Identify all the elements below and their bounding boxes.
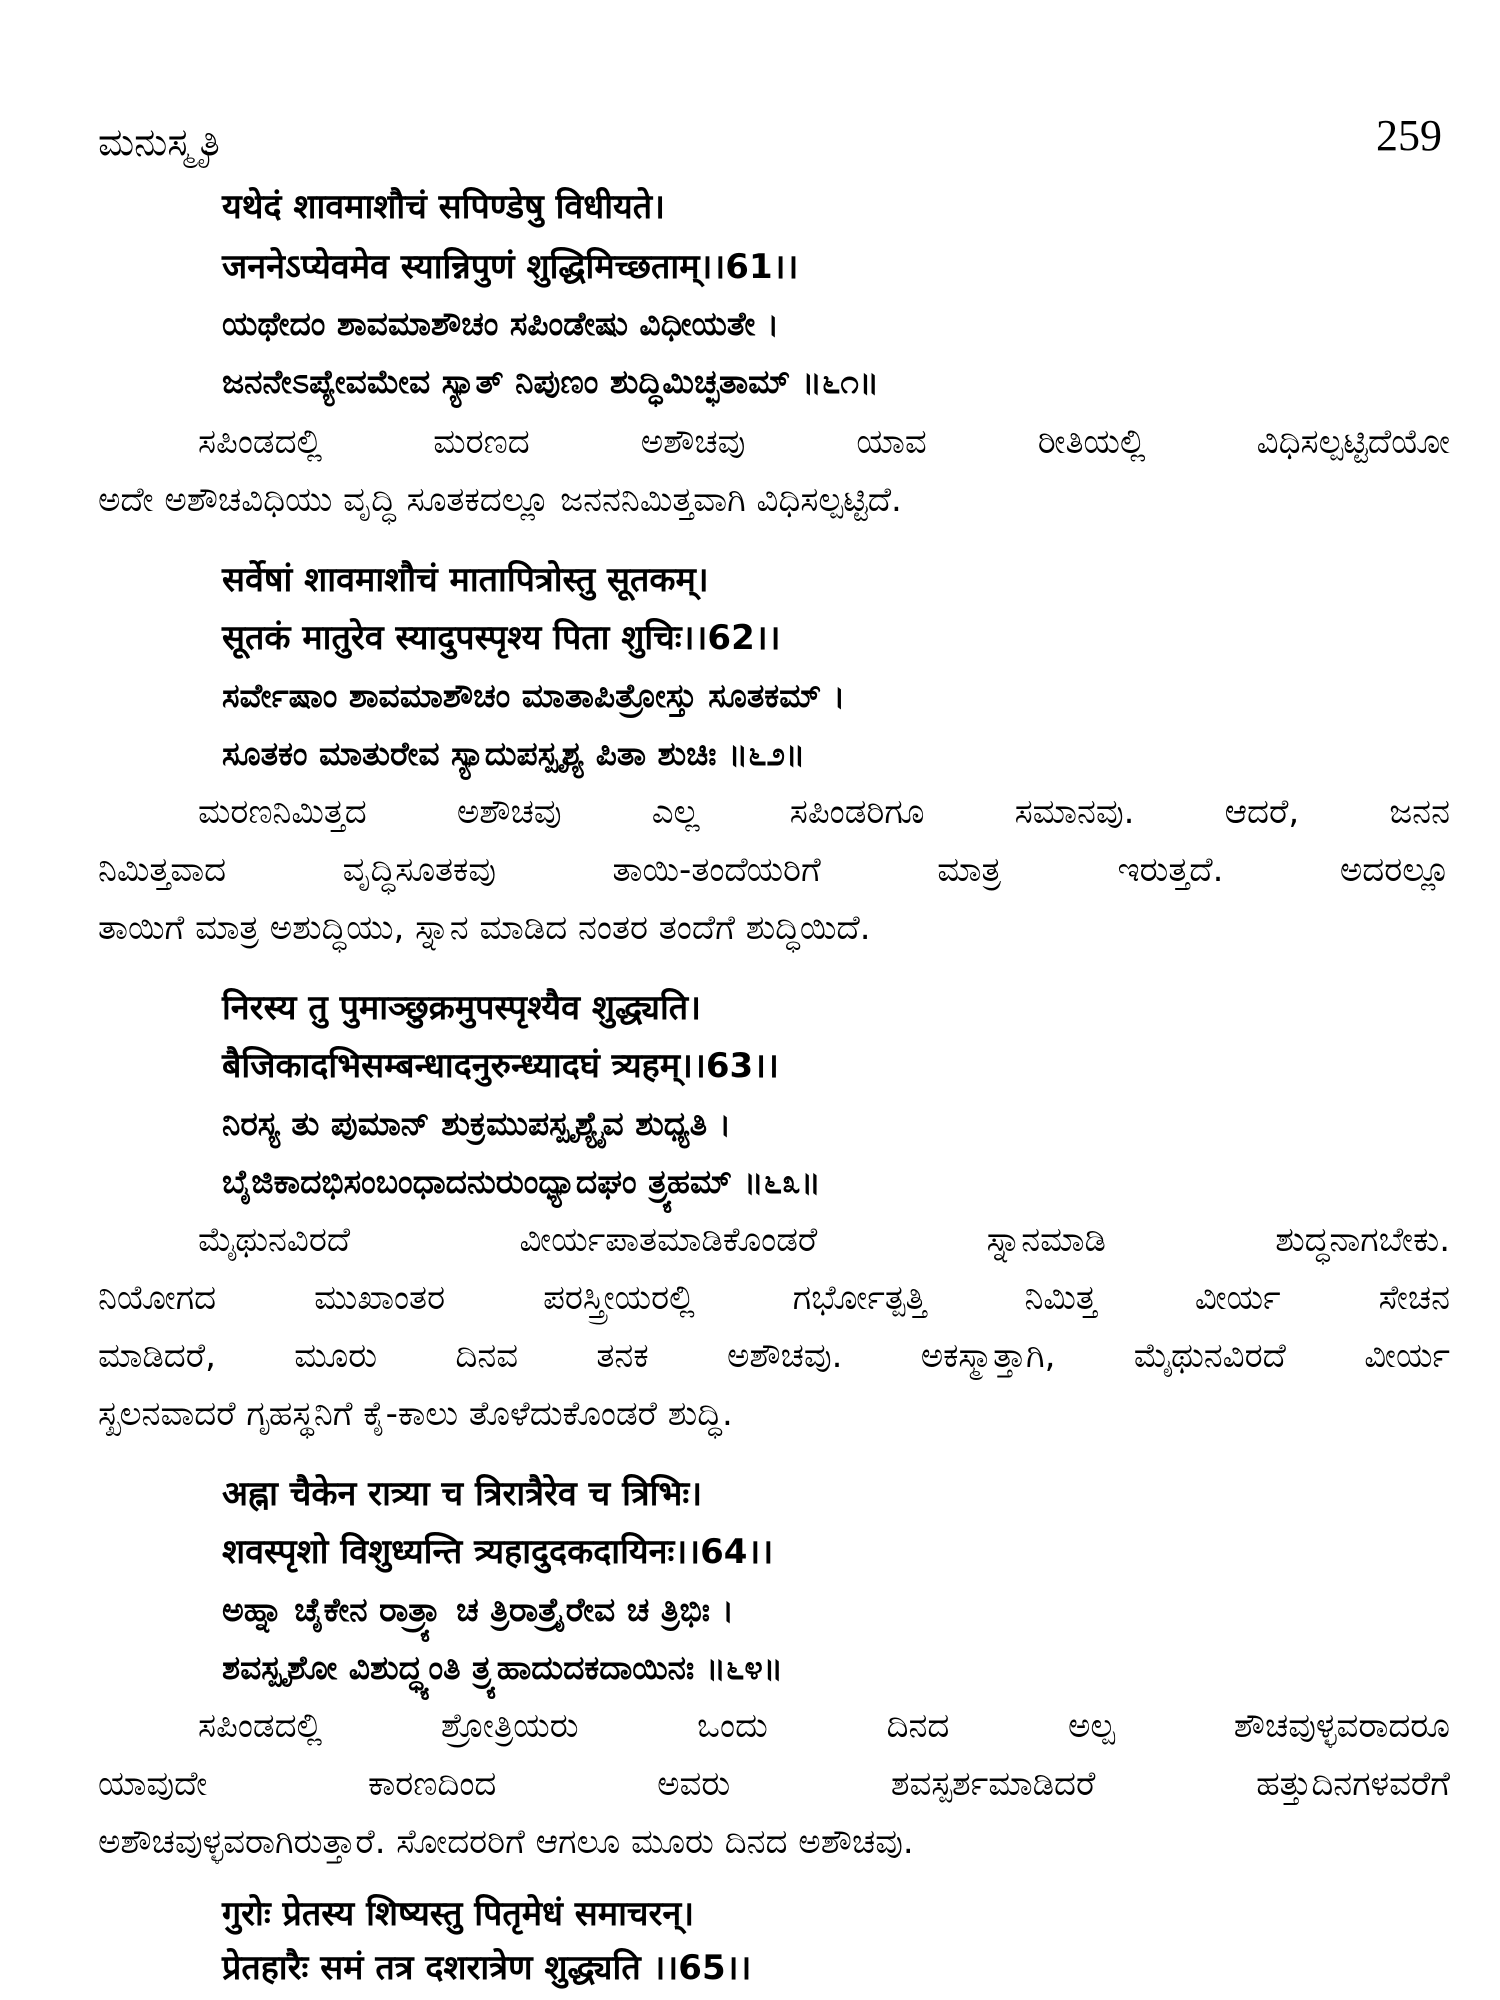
kannada-verse-line: ನಿರಸ್ಯ ತು ಪುಮಾನ್ ಶುಕ್ರಮುಪಸ್ಪೃಶ್ಯೈವ ಶುಧ್ಯತಿ ।	[222, 1104, 732, 1143]
commentary-line: ಸ್ಖಲನವಾದರೆ ಗೃಹಸ್ಥನಿಗೆ ಕೈ-ಕಾಲು ತೊಳೆದುಕೊಂಡರೆ ಶುದ್ಧಿ.	[98, 1394, 733, 1434]
sanskrit-verse-line: निरस्य तु पुमाञ्छुक्रमुपस्पृश्यैव शुद्ध्यति।	[222, 988, 702, 1028]
commentary-line: ಅದೇ ಅಶೌಚವಿಧಿಯು ವೃದ್ಧಿ ಸೂತಕದಲ್ಲೂ ಜನನನಿಮಿತ್ತವಾಗಿ ವಿಧಿಸಲ್ಪಟ್ಟಿದೆ.	[98, 480, 902, 520]
kannada-verse-line: ಸರ್ವೇಷಾಂ ಶಾವಮಾಶೌಚಂ ಮಾತಾಪಿತ್ರೋಸ್ತು ಸೂತಕಮ್ ।	[222, 676, 846, 715]
commentary-line: ಅಶೌಚವುಳ್ಳವರಾಗಿರುತ್ತಾರೆ. ಸೋದರರಿಗೆ ಆಗಲೂ ಮೂರು ದಿನದ ಅಶೌಚವು.	[98, 1822, 914, 1862]
commentary-line: ಸಪಿಂಡದಲ್ಲಿ ಶ್ರೋತ್ರಿಯರು ಒಂದು ದಿನದ ಅಲ್ಪ ಶೌಚವುಳ್ಳವರಾದರೂ	[198, 1706, 1450, 1746]
sanskrit-verse-line: शवस्पृशो विशुध्यन्ति त्र्यहादुदकदायिनः।।64।।	[222, 1532, 774, 1572]
commentary-line: ಸಪಿಂಡದಲ್ಲಿ ಮರಣದ ಅಶೌಚವು ಯಾವ ರೀತಿಯಲ್ಲಿ ವಿಧಿಸಲ್ಪಟ್ಟಿದೆಯೋ	[198, 422, 1450, 462]
sanskrit-verse-line: बैजिकादभिसम्बन्धादनुरुन्ध्यादघं त्र्यहम्।।63।।	[222, 1046, 779, 1086]
running-title: ಮನುಸ್ಮೃತಿ	[98, 120, 220, 164]
sanskrit-verse-line: सर्वेषां शावमाशौचं मातापित्रोस्तु सूतकम्।	[222, 560, 709, 600]
kannada-verse-line: ಬೈಜಿಕಾದಭಿಸಂಬಂಧಾದನುರುಂಧ್ಯಾದಘಂ ತ್ರ್ಯಹಮ್ ॥೬೩॥	[222, 1162, 821, 1201]
sanskrit-verse-line: सूतकं मातुरेव स्यादुपस्पृश्य पिता शुचिः।।62।।	[222, 618, 781, 658]
sanskrit-verse-line: यथेदं शावमाशौचं सपिण्डेषु विधीयते।	[222, 187, 665, 227]
commentary-line: ಮೈಥುನವಿರದೆ ವೀರ್ಯಪಾತಮಾಡಿಕೊಂಡರೆ ಸ್ನಾನಮಾಡಿ ಶುದ್ಧನಾಗಬೇಕು.	[198, 1220, 1450, 1260]
commentary-line: ತಾಯಿಗೆ ಮಾತ್ರ ಅಶುದ್ಧಿಯು, ಸ್ನಾನ ಮಾಡಿದ ನಂತರ ತಂದೆಗೆ ಶುದ್ಧಿಯಿದೆ.	[98, 908, 871, 948]
kannada-verse-line: ಶವಸ್ಪೃಶೋ ವಿಶುದ್ಧ್ಯಂತಿ ತ್ರ್ಯಹಾದುದಕದಾಯಿನಃ ॥೬೪॥	[222, 1648, 783, 1687]
commentary-line: ನಿಮಿತ್ತವಾದ ವೃದ್ಧಿಸೂತಕವು ತಾಯಿ-ತಂದೆಯರಿಗೆ ಮಾತ್ರ ಇರುತ್ತದೆ. ಅದರಲ್ಲೂ	[98, 850, 1450, 890]
kannada-verse-line: ಅಹ್ನಾ ಚೈಕೇನ ರಾತ್ರ್ಯಾ ಚ ತ್ರಿರಾತ್ರೈರೇವ ಚ ತ್ರಿಭಿಃ ।	[222, 1590, 735, 1629]
commentary-line: ನಿಯೋಗದ ಮುಖಾಂತರ ಪರಸ್ತ್ರೀಯರಲ್ಲಿ ಗರ್ಭೋತ್ಪತ್ತಿ ನಿಮಿತ್ತ ವೀರ್ಯ ಸೇಚನ	[98, 1278, 1450, 1318]
page-number: 259	[1376, 111, 1442, 160]
sanskrit-verse-line: प्रेतहारैः समं तत्र दशरात्रेण शुद्ध्यति ।।65।।	[222, 1948, 752, 1988]
sanskrit-verse-line: जननेऽप्येवमेव स्यान्निपुणं शुद्धिमिच्छताम्।।61।।	[222, 247, 799, 287]
sanskrit-verse-line: गुरोः प्रेतस्य शिष्यस्तु पितृमेधं समाचरन्।	[222, 1894, 695, 1934]
commentary-line: ಮರಣನಿಮಿತ್ತದ ಅಶೌಚವು ಎಲ್ಲ ಸಪಿಂಡರಿಗೂ ಸಮಾನವು. ಆದರೆ, ಜನನ	[198, 792, 1450, 832]
sanskrit-verse-line: अह्ना चैकेन रात्र्या च त्रिरात्रैरेव च त्रिभिः।	[222, 1474, 703, 1514]
kannada-verse-line: ಯಥೇದಂ ಶಾವಮಾಶೌಚಂ ಸಪಿಂಡೇಷು ವಿಧೀಯತೇ ।	[222, 304, 780, 343]
kannada-verse-line: ಸೂತಕಂ ಮಾತುರೇವ ಸ್ಯಾದುಪಸ್ಪೃಶ್ಯ ಪಿತಾ ಶುಚಿಃ ॥೬೨॥	[222, 734, 806, 773]
commentary-line: ಮಾಡಿದರೆ, ಮೂರು ದಿನವ ತನಕ ಅಶೌಚವು. ಅಕಸ್ಮಾತ್ತಾಗಿ, ಮೈಥುನವಿರದೆ ವೀರ್ಯ	[98, 1336, 1450, 1376]
kannada-verse-line: ಜನನೇಽಪ್ಯೇವಮೇವ ಸ್ಯಾತ್ ನಿಪುಣಂ ಶುದ್ಧಿಮಿಚ್ಛತಾಮ್ ॥೬೧॥	[222, 362, 879, 401]
commentary-line: ಯಾವುದೇ ಕಾರಣದಿಂದ ಅವರು ಶವಸ್ಪರ್ಶಮಾಡಿದರೆ ಹತ್ತುದಿನಗಳವರೆಗೆ	[98, 1764, 1450, 1804]
